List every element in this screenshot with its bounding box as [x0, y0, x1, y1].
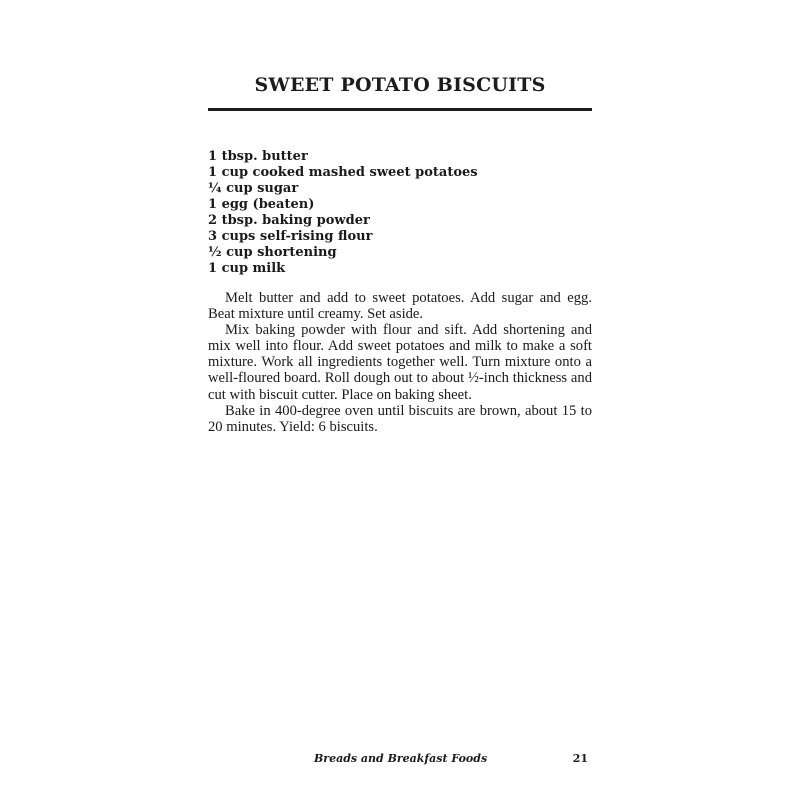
ingredient-list	[208, 149, 478, 277]
section-title: Breads and Breakfast Foods	[314, 752, 488, 765]
ingredient-item: 1 tbsp. butter	[208, 149, 308, 164]
ingredient-item: 3 cups self-rising flour	[208, 229, 373, 244]
title-divider	[208, 108, 592, 111]
ingredient-item: ½ cup shortening	[208, 245, 337, 260]
ingredient-item: ¼ cup sugar	[208, 181, 299, 196]
instructions	[208, 290, 592, 435]
ingredient-item: 1 egg (beaten)	[208, 197, 315, 212]
ingredient-item: 2 tbsp. baking powder	[208, 213, 370, 228]
page-number: 21	[572, 752, 588, 765]
instruction-paragraph: Bake in 400-degree oven until biscuits are brown, about 15 to 20 minutes. Yield: 6 biscuits.	[208, 402, 592, 435]
ingredient-item: 1 cup cooked mashed sweet potatoes	[208, 165, 478, 180]
ingredient-item: 1 cup milk	[208, 261, 286, 276]
instruction-paragraph: Melt butter and add to sweet potatoes. Add sugar and egg. Beat mixture until creamy. Set aside.	[208, 290, 592, 323]
instruction-paragraph: Mix baking powder with flour and sift. Add shortening and mix well into flour. Add sweet potatoes and milk to make a soft mixture. Work all ingredients together well. Turn mixture onto a well-floured board. Roll dough out to about ½-inch thickness and cut with biscuit cutter. Place on baking sheet.	[208, 322, 592, 403]
recipe-title: SWEET POTATO BISCUITS	[254, 74, 546, 96]
page-footer	[208, 752, 592, 770]
